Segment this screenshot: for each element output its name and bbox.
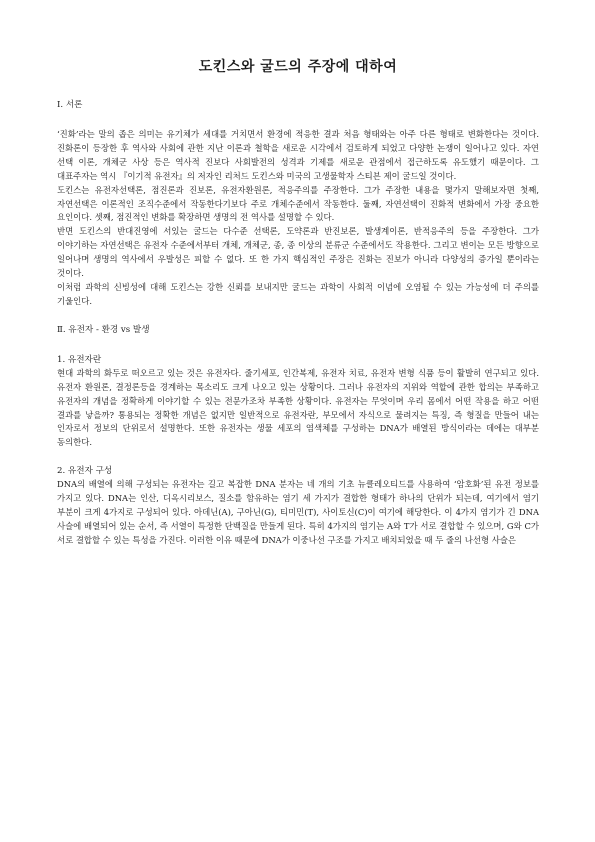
spacer bbox=[57, 450, 539, 464]
subsection-heading-what-is-gene: 1. 유전자란 bbox=[57, 354, 102, 365]
subsection-heading-gene-composition: 2. 유전자 구성 bbox=[57, 466, 113, 477]
intro-paragraph-4: 이처럼 과학의 신빙성에 대해 도킨스는 강한 신뢰를 보내지만 굴드는 과학이 사회적 이념에 오염될 수 있는 가능성에 더 주의를 기울인다. bbox=[57, 281, 539, 306]
spacer bbox=[57, 309, 539, 323]
gene-definition-paragraph: 현대 과학의 화두로 떠오르고 있는 것은 유전자다. 줄기세포, 인간복제, 유전자 치료, 유전자 변형 식품 등이 활발히 연구되고 있다. 유전자 환원론, 결정론등을 경계하는 목소리도 크게 나오고 있는 상황이다. 그러나 유전자의 지위와 역할에 관한 합의는 부족하고 유전자의 개념을 정확하게 이야기할 수 있는 전문가조차 부족한 상황이다. 유전자는 무엇이며 우리 몸에서 어떤 작용을 하고 어떤 결과를 낳을까? 통용되는 정확한 개념은 없지만 일반적으로 유전자란, 부모에서 자식으로 물려지는 특징, 즉 형질을 만들어 내는 인자로서 정보의 단위로서 설명한다. 또한 유전자는 생물 세포의 염색체를 구성하는 DNA가 배열된 방식이라는 데에는 대부분 동의한다. bbox=[57, 367, 539, 448]
gene-composition-paragraph: DNA의 배열에 의해 구성되는 유전자는 길고 복잡한 DNA 분자는 네 개의 기초 뉴클레오티드를 사용하여 ‘암호화’된 유전 정보를 가지고 있다. DNA는 인산, 디옥시리보스, 질소를 함유하는 염기 세 가지가 결합한 형태가 하나의 단위가 되는데, 여기에서 염기 부분이 크게 4가지로 구성되어 있다. 아데닌(A), 구아닌(G), 티미민(T), 사이토신(C)이 여기에 해당한다. 이 4가지 염기가 긴 DNA 사슬에 배열되어 있는 순서, 즉 서열이 특정한 단백질을 만들게 된다. 특히 4가지의 염기는 A와 T가 서로 결합할 수 있으며, G와 C가 서로 결합할 수 있는 특성을 가진다. 이러한 이유 때문에 DNA가 이중나선 구조를 가지고 배치되었을 때 두 줄의 나선형 사슬은 bbox=[57, 479, 539, 545]
section-heading-genes: Ⅱ. 유전자 - 환경 vs 발생 bbox=[57, 324, 150, 335]
document-title: 도킨스와 굴드의 주장에 대하여 bbox=[198, 59, 398, 75]
intro-paragraph-3: 반면 도킨스의 반대진영에 서있는 굴드는 다수준 선택론, 도약론과 반진보론, 발생계이론, 반적응주의 등을 주장한다. 그가 이야기하는 자연선택은 유전자 수준에서부터 개체, 개체군, 종, 종 이상의 분류군 수준에서도 작용한다. 그리고 변이는 모든 방향으로 일어나며 생명의 역사에서 우발성은 피할 수 없다. 또 한 가지 핵심적인 주장은 진화는 진보가 아니라 다양성의 증가일 뿐이라는 것이다. bbox=[57, 226, 539, 279]
section-heading-intro: Ⅰ. 서론 bbox=[57, 100, 83, 110]
intro-paragraph-2: 도킨스는 유전자선택론, 점진론과 진보론, 유전자환원론, 적응주의를 주장한다. 그가 주장한 내용을 몇가지 말해보자면 첫째, 자연선택은 이론적인 조직수준에서 작동한다기보다 주로 개체수준에서 작동한다. 둘째, 자연선택이 진화적 변화에서 가장 중요한 요인이다. 셋째, 점진적인 변화를 확장하면 생명의 전 역사를 설명할 수 있다. bbox=[57, 184, 539, 223]
intro-paragraph-1: ‘진화’라는 말의 좁은 의미는 유기체가 세대를 거치면서 환경에 적응한 결과 처음 형태와는 아주 다른 형태로 변화한다는 것이다. 진화론이 등장한 후 역사와 사회에 관한 지난 이론과 철학을 새로운 시각에서 검토하게 되었고 다양한 논쟁이 일어나고 있다. 자연 선택 이론, 개체군 사상 등은 역사적 진보다 사회발전의 성격과 기제를 새로운 관점에서 접근하도록 유도했기 때문이다. 그 대표주자는 역시 『이기적 유전자』의 저자인 리처드 도킨스와 미국의 고생물학자 스티븐 제이 굴드일 것이다. bbox=[57, 129, 539, 181]
